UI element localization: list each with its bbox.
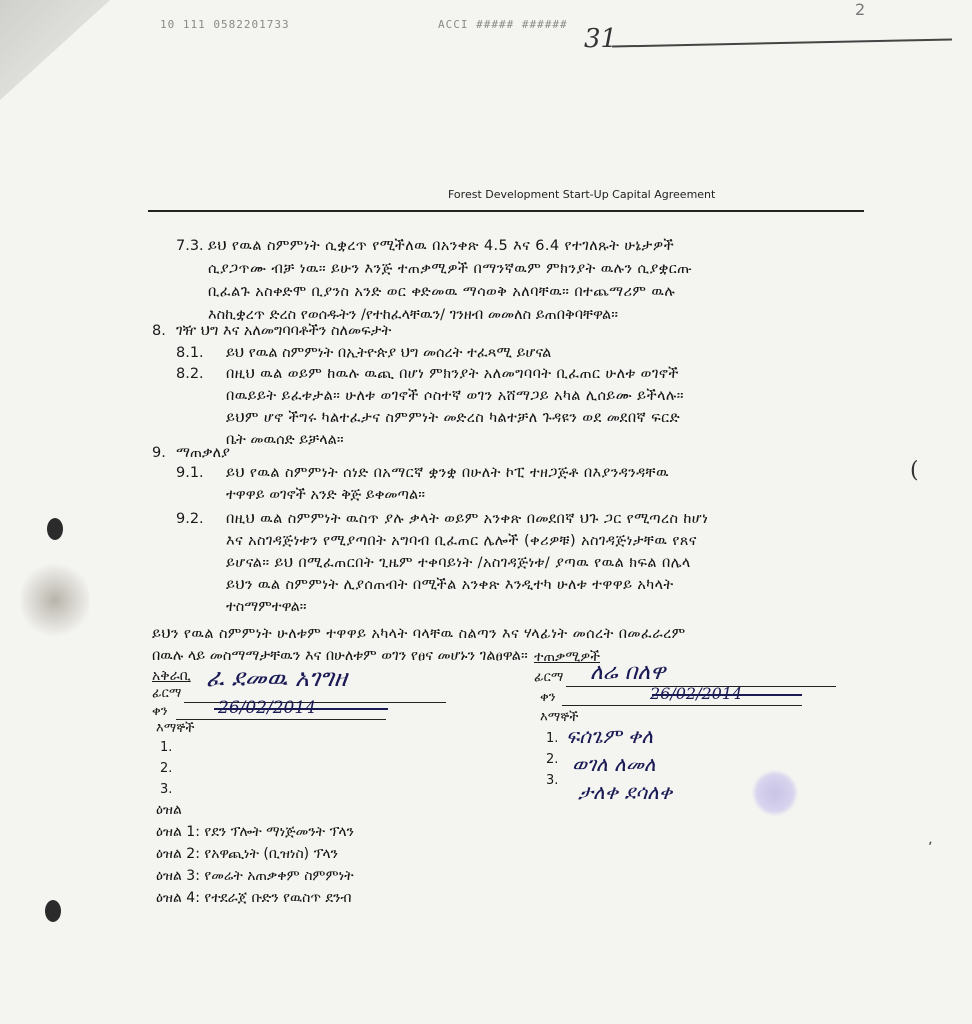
clause-8-2-line: በዉይይት ይፈቱታል። ሁለቱ ወገኖች ሶስተኛ ወገን አሸማጋይ አካል ሊሰይሙ ይችላሉ። <box>226 388 684 404</box>
beneficiaries-signature-label: ፊርማ <box>534 670 564 685</box>
provider-signature-handwriting: ፈ ደመዉ አገግዘ <box>206 664 347 692</box>
section-number: 8. <box>152 323 166 339</box>
clause-9-2-line: በዚህ ዉል ስምምነት ዉስጥ ያሉ ቃላት ወይም አንቀጽ በመደበኛ ህጉ ጋር የሚጣረስ ከሆነ <box>226 511 709 527</box>
beneficiaries-date-line <box>562 705 802 706</box>
page-number: 31 <box>584 24 618 54</box>
beneficiaries-title: ተጠቃሚዎች <box>534 649 601 665</box>
beneficiaries-date-handwriting: 26/02/2014 <box>650 684 743 703</box>
annex-item: ዕዝል 2: የአዋጪነት (ቢዝነስ) ፕላን <box>156 846 338 862</box>
clause-number: 9.2. <box>176 511 204 527</box>
clause-7-3-line: ይህ የዉል ስምምነት ሲቋረጥ የሚችለዉ በአንቀጽ 4.5 እና 6.4 የተገለጹት ሁኔታዎች <box>208 238 675 254</box>
provider-date-line <box>176 719 386 720</box>
beneficiaries-witness-number: 3. <box>546 773 559 788</box>
punch-hole <box>47 518 63 540</box>
clause-9-2-line: ይህን ዉል ስምምነት ሊያሰጠብት በሚችል አንቀጽ እንዲተካ ሁለቱ ተዋዋይ አካላት <box>226 577 674 593</box>
section-8-title: ገዥ ህግ እና አለመግባባቶችን ስለመፍታት <box>176 323 392 339</box>
provider-witnesses-label: እማኞች <box>156 721 195 736</box>
clause-number: 9.1. <box>176 465 204 481</box>
clause-8-2-line: ቤት መዉሰድ ይቻላል። <box>226 432 344 448</box>
clause-8-1-line: ይህ የዉል ስምምነት በኢትዮጵያ ህግ መሰረት ተፈጻሚ ይሆናል <box>226 345 552 361</box>
provider-signature-label: ፊርማ <box>152 686 182 701</box>
clause-9-2-line: ይሆናል። ይህ በሚፈጠርበት ጊዜም ተቀባይነት /አስገዳጅነቱ/ ያጣዉ የዉል ክፍል በሌላ <box>226 555 691 571</box>
beneficiaries-witnesses-label: እማኞች <box>540 710 579 725</box>
provider-witness-number: 3. <box>160 782 173 797</box>
provider-date-handwriting: 26/02/2014 <box>218 698 316 718</box>
clause-number: 8.1. <box>176 345 204 361</box>
clause-7-3-line: እስኪቋረጥ ድረስ የወሰዱትን /የተከፈላቸዉን/ ገንዘብ መመለስ ይጠበቅባቸዋል። <box>208 307 619 323</box>
header-rule <box>148 210 864 212</box>
beneficiaries-signature-handwriting: ለሬ በለዋ <box>590 660 666 685</box>
beneficiaries-date-label: ቀን <box>540 690 556 705</box>
clause-8-2-line: በዚህ ዉል ወይም ከዉሉ ዉጪ በሆነ ምክንያት አለመግባባት ቢፈጠር ሁለቱ ወገኖች <box>226 366 679 382</box>
clause-9-2-line: ተስማምተዋል። <box>226 599 307 615</box>
clause-9-1-line: ተዋዋይ ወገኖች አንድ ቅጅ ይቀመጣል። <box>226 487 425 503</box>
clause-9-2-line: እና አስገዳጅነቱን የሚያጣበት አግባብ ቢፈጠር ሌሎች (ቀሪዎቹ) አስገዳጅነታቸዉ የጸና <box>226 533 697 549</box>
annex-item: ዕዝል 1: የደን ፕሎት ማነጅመንት ፕላን <box>156 824 354 840</box>
margin-mark: ʼ <box>928 840 933 856</box>
section-number: 9. <box>152 445 166 461</box>
annex-item: ዕዝል 3: የመሬት አጠቃቀም ስምምነት <box>156 868 354 884</box>
date-strikethrough <box>652 694 802 696</box>
provider-witness-number: 2. <box>160 761 173 776</box>
clause-number: 8.2. <box>176 366 204 382</box>
stamp-number: 10 111 0582201733 <box>160 18 290 31</box>
corner-mark: 2 <box>855 0 866 19</box>
clause-7-3-line: ቢፈልጉ አስቀድሞ ቢያንስ አንድ ወር ቀድመዉ ማሳወቅ አለባቸዉ። በተጨማሪም ዉሉ <box>208 284 676 300</box>
annex-item: ዕዝል 4: የተደራጀ ቡድን የዉስጥ ደንብ <box>156 890 352 906</box>
witness-signature-handwriting: ፍሰጌም ቀለ <box>566 724 654 748</box>
stamp-reference: ACCI ##### ###### <box>438 18 568 31</box>
punch-hole <box>45 900 61 922</box>
page-header-title: Forest Development Start-Up Capital Agreement <box>448 188 716 201</box>
clause-7-3-line: ሲያጋጥሙ ብቻ ነዉ። ይሁን እንጅ ተጠቃሚዎች በማንኛዉም ምክንያት ዉሉን ሲያቋርጡ <box>208 261 693 277</box>
provider-date-label: ቀን <box>152 704 168 719</box>
beneficiaries-witness-number: 1. <box>546 731 559 746</box>
clause-8-2-line: ይህም ሆኖ ችግሩ ካልተፈታና ስምምነት መድረስ ካልተቻለ ጉዳዩን ወደ መደበኛ ፍርድ <box>226 410 681 426</box>
clause-number: 7.3. <box>176 238 204 254</box>
witness-signature-handwriting: ታለቀ ደሳለቀ <box>578 780 673 804</box>
fingerprint-seal <box>752 770 798 816</box>
provider-title: አቅራቢ <box>152 668 191 684</box>
provider-witness-number: 1. <box>160 740 173 755</box>
annex-title: ዕዝል <box>156 802 182 818</box>
section-9-title: ማጠቃለያ <box>176 445 230 461</box>
date-strikethrough <box>214 708 388 710</box>
witness-signature-handwriting: ወገለ ለመለ <box>572 752 656 776</box>
clause-9-1-line: ይህ የዉል ስምምነት ሰነድ በአማርኛ ቋንቋ በሁለት ኮፒ ተዘጋጅቶ በእያንዳንዳቸዉ <box>226 465 669 481</box>
beneficiaries-witness-number: 2. <box>546 752 559 767</box>
closing-line: ይህን የዉል ስምምነት ሁለቱም ተዋዋይ አካላት ባላቸዉ ስልጣን እና ሃላፊነት መሰረት በመፈራረም <box>152 626 686 642</box>
paper-stain <box>20 560 90 640</box>
closing-line: በዉሉ ላይ መስማማታቸዉን እና በሁለቱም ወገን የፀና መሆኑን ገልፀዋል። <box>152 648 528 664</box>
margin-mark: ( <box>910 458 919 483</box>
